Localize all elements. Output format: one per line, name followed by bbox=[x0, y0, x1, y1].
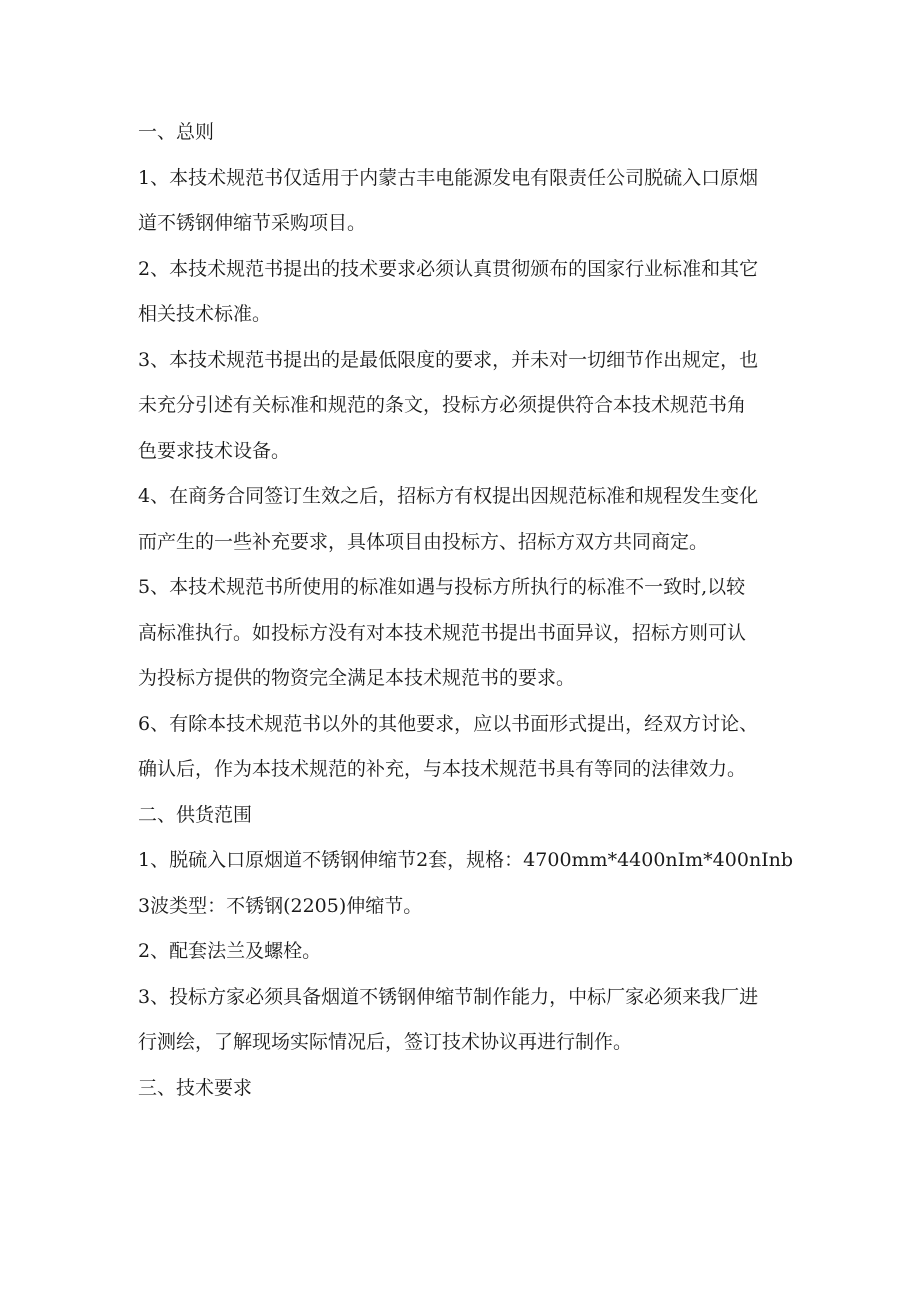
section-heading-technical-requirements: 三、技术要求 bbox=[138, 1076, 253, 1099]
paragraph-line: 为投标方提供的物资完全满足本技术规范书的要求。 bbox=[138, 667, 576, 689]
paragraph-line: 3、本技术规范书提出的是最低限度的要求，并未对一切细节作出规定，也 bbox=[138, 348, 759, 371]
paragraph-line: 2、本技术规范书提出的技术要求必须认真贯彻颁布的国家行业标准和其它 bbox=[138, 257, 759, 280]
paragraph-line: 确认后，作为本技术规范的补充，与本技术规范书具有等同的法律效力。 bbox=[138, 758, 747, 780]
paragraph-line: 4、在商务合同签订生效之后，招标方有权提出因规范标准和规程发生变化 bbox=[138, 485, 759, 507]
paragraph-line: 未充分引述有关标准和规范的条文，投标方必须提供符合本技术规范书角 bbox=[138, 394, 747, 416]
paragraph-line: 相关技术标准。 bbox=[138, 303, 272, 325]
paragraph-line: 高标准执行。如投标方没有对本技术规范书提出书面异议，招标方则可认 bbox=[138, 621, 747, 644]
paragraph-line: 行测绘，了解现场实际情况后，签订技术协议再进行制作。 bbox=[138, 1031, 633, 1053]
paragraph-line: 1、脱硫入口原烟道不锈钢伸缩节2套，规格：4700mm*4400nIm*400nInb bbox=[138, 849, 794, 871]
paragraph-line: 1、本技术规范书仅适用于内蒙古丰电能源发电有限责任公司脱硫入口原烟 bbox=[138, 166, 759, 189]
paragraph-line: 6、有除本技术规范书以外的其他要求，应以书面形式提出，经双方讨论、 bbox=[138, 712, 759, 735]
section-heading-general: 一、总则 bbox=[138, 121, 215, 143]
paragraph-line: 色要求技术设备。 bbox=[138, 439, 291, 462]
paragraph-line: 道不锈钢伸缩节采购项目。 bbox=[138, 212, 367, 234]
paragraph-line: 3、投标方家必须具备烟道不锈钢伸缩节制作能力，中标厂家必须来我厂进 bbox=[138, 985, 759, 1008]
section-heading-supply-scope: 二、供货范围 bbox=[138, 803, 253, 826]
paragraph-line: 2、配套法兰及螺栓。 bbox=[138, 940, 322, 962]
paragraph-line: 而产生的一些补充要求，具体项目由投标方、招标方双方共同商定。 bbox=[138, 530, 709, 553]
document-body bbox=[138, 117, 818, 1118]
paragraph-line: 3波类型：不锈钢(2205)伸缩节。 bbox=[138, 894, 423, 917]
paragraph-line: 5、本技术规范书所使用的标准如遇与投标方所执行的标准不一致时,以较 bbox=[138, 576, 746, 598]
